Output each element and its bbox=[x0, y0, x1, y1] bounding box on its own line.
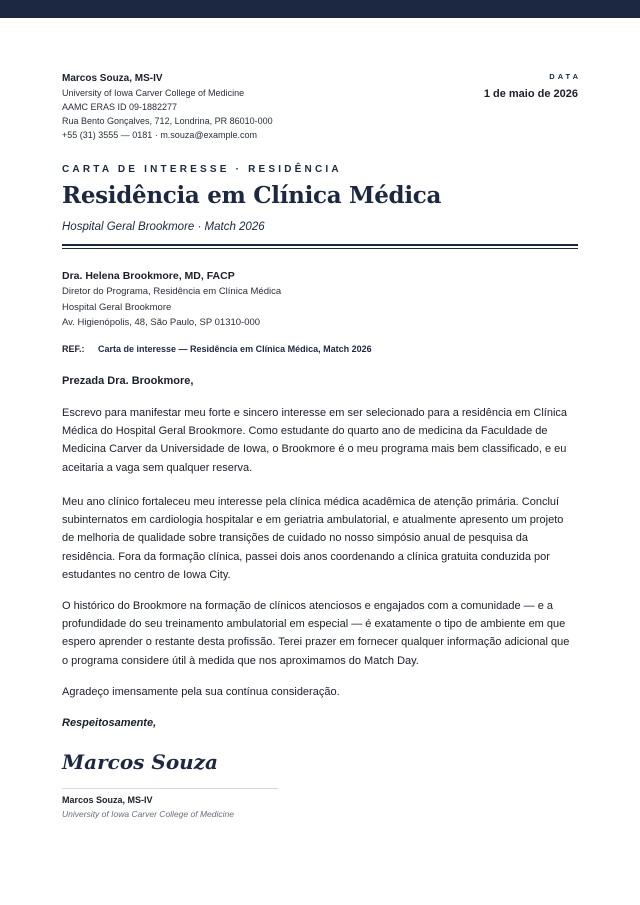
header-divider-thin bbox=[62, 248, 578, 249]
sender-block bbox=[62, 72, 362, 142]
signature-name: Marcos Souza, MS-IV bbox=[62, 795, 153, 805]
salutation: Prezada Dra. Brookmore, bbox=[62, 375, 194, 387]
recipient-role: Diretor do Programa, Residência em Clínica Médica bbox=[62, 286, 282, 297]
header-divider bbox=[62, 244, 578, 246]
thanks-line: Agradeço imensamente pela sua contínua consideração. bbox=[62, 686, 340, 698]
sender-address: Rua Bento Gonçalves, 712, Londrina, PR 86010-000 bbox=[62, 116, 273, 126]
reference-text: Carta de interesse — Residência em Clínica Médica, Match 2026 bbox=[98, 344, 372, 354]
body-paragraph-3: O histórico do Brookmore na formação de clínicos atenciosos e engajados com a comunidade — e a profundidade do seu treinamento ambulatorial em especial — é exatamente o tipo de ambiente em que espero aprender o restante desta profissão. Terei prazer em fornecer qualquer informação adicional que o programa considere útil à medida que nos aproximamos do Match Day. bbox=[62, 600, 570, 667]
signature-school: University of Iowa Carver College of Medicine bbox=[62, 809, 234, 819]
recipient-name: Dra. Helena Brookmore, MD, FACP bbox=[62, 270, 235, 282]
sender-eras-id: AAMC ERAS ID 09-1882277 bbox=[62, 102, 178, 112]
signature-divider bbox=[62, 788, 278, 789]
reference-line bbox=[62, 344, 372, 354]
date-block bbox=[483, 72, 581, 100]
letter-title: Residência em Clínica Médica bbox=[62, 182, 442, 209]
sender-school: University of Iowa Carver College of Medicine bbox=[62, 88, 245, 98]
sender-contact: +55 (31) 3555 — 0181 · m.souza@example.com bbox=[62, 130, 257, 140]
top-accent-bar bbox=[0, 0, 640, 18]
closing: Respeitosamente, bbox=[62, 717, 157, 729]
body-paragraph-2: Meu ano clínico fortaleceu meu interesse pela clínica médica acadêmica de atenção primária. Concluí subinternatos em cardiologia hospitalar e em geriatria ambulatorial, e atualmente apresento um projeto de melhoria de qualidade sobre transições de cuidado no nosso simpósio anual de pesquisa da residência. Fora da formação clínica, passei dois anos coordenando a clínica gratuita conduzida por estudantes no centro de Iowa City. bbox=[62, 496, 564, 581]
letter-subtitle: Hospital Geral Brookmore · Match 2026 bbox=[62, 221, 265, 233]
recipient-address: Av. Higienópolis, 48, São Paulo, SP 01310-000 bbox=[62, 317, 261, 328]
date-value: 1 de maio de 2026 bbox=[483, 88, 578, 100]
letter-eyebrow: CARTA DE INTERESSE · RESIDÊNCIA bbox=[62, 164, 342, 175]
sender-name: Marcos Souza, MS-IV bbox=[62, 73, 163, 84]
signature-script: Marcos Souza bbox=[62, 750, 219, 774]
date-label: DATA bbox=[549, 72, 581, 81]
recipient-block bbox=[62, 268, 462, 331]
reference-label: REF.: bbox=[62, 344, 85, 354]
recipient-institution: Hospital Geral Brookmore bbox=[62, 301, 172, 313]
body-paragraph-1: Escrevo para manifestar meu forte e sincero interesse em ser selecionado para a residência em Clínica Médica do Hospital Geral Brookmore. Como estudante do quarto ano de medicina da Faculdade de Medicina Carver da Universidade de Iowa, o Brookmore é o meu programa mais bem classificado, e eu aceitaria a vaga sem qualquer reserva. bbox=[62, 407, 568, 474]
